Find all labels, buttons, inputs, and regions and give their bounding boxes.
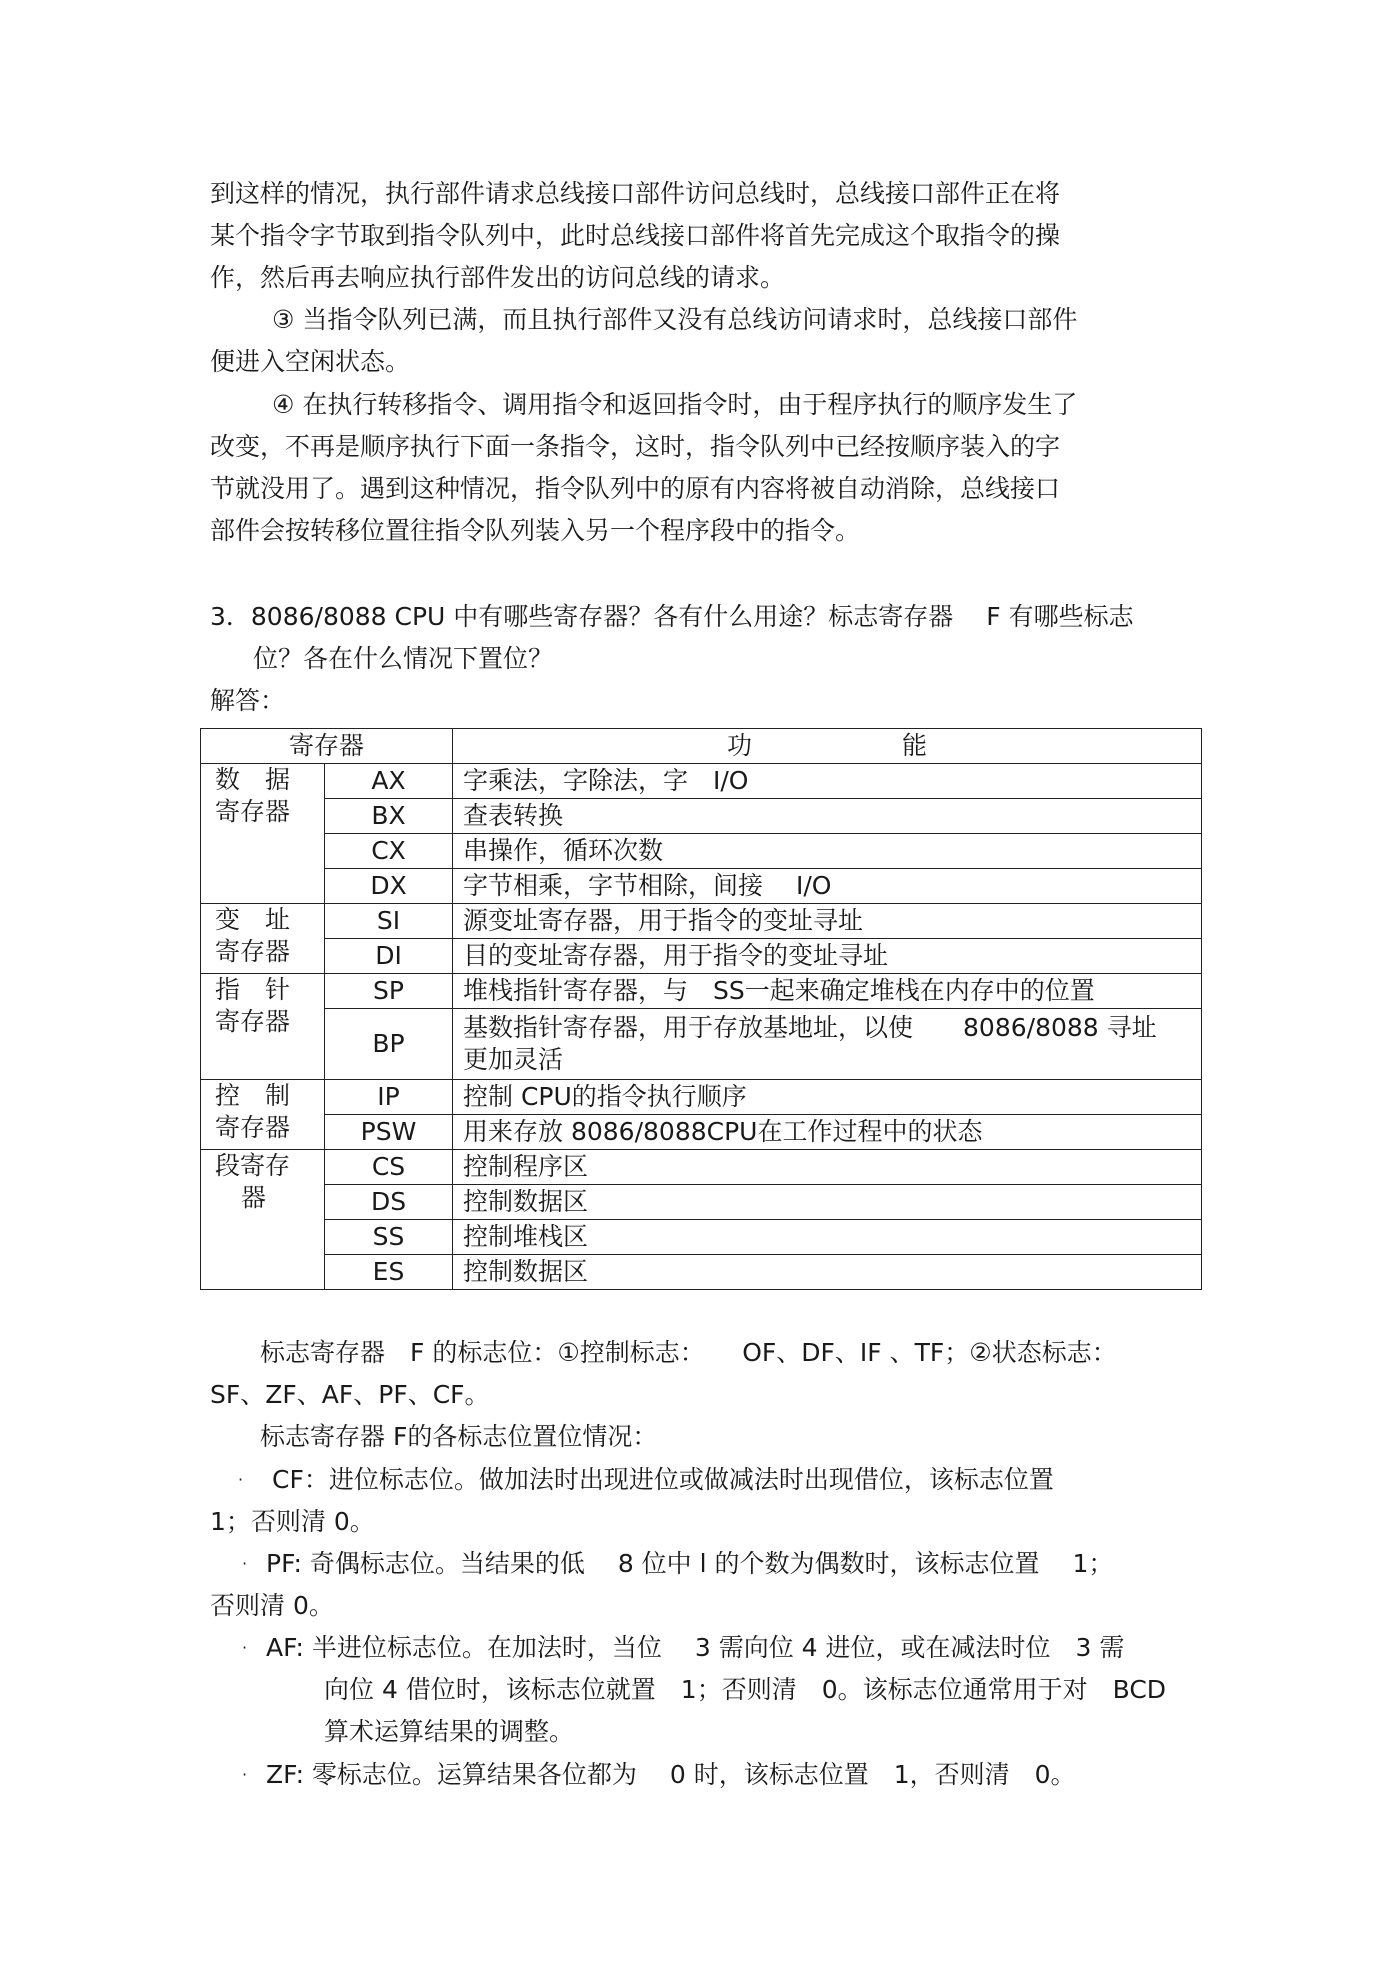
register-function: 控制程序区 (453, 1150, 1202, 1185)
table-row (201, 1009, 1202, 1080)
header-function-b: 能 (902, 731, 928, 760)
paragraph-line: 部件会按转移位置往指令队列装入另一个程序段中的指令。 (210, 516, 861, 545)
table-row (201, 869, 1202, 904)
register-function (453, 1009, 1202, 1080)
paragraph-line: 节就没用了。遇到这种情况，指令队列中的原有内容将被自动消除，总线接口 (210, 474, 1061, 503)
category-label: 控 制 (215, 1081, 291, 1110)
table-row (201, 1115, 1202, 1150)
category-label: 器 (241, 1183, 267, 1212)
paragraph-line: 作，然后再去响应执行部件发出的访问总线的请求。 (210, 263, 786, 292)
table-row (201, 974, 1202, 1009)
register-name: SP (325, 974, 453, 1009)
header-register: 寄存器 (201, 729, 453, 764)
register-function-line: 更加灵活 (463, 1045, 564, 1074)
register-name: SS (325, 1220, 453, 1255)
question-line: 位？各在什么情况下置位？ (253, 644, 554, 673)
category-segment (201, 1150, 325, 1290)
flag-item-af: 向位 4 借位时，该标志位就置 1；否则清 0。该标志位通常用于对 BCD (324, 1675, 1167, 1704)
register-name: DX (325, 869, 453, 904)
register-function: 查表转换 (453, 799, 1202, 834)
category-index (201, 904, 325, 974)
paragraph-line: 便进入空闲状态。 (210, 347, 411, 376)
bullet-icon: · (242, 1765, 248, 1784)
category-control (201, 1080, 325, 1150)
table-row (201, 834, 1202, 869)
register-name: IP (325, 1080, 453, 1115)
register-function: 控制数据区 (453, 1255, 1202, 1290)
flag-item-cf: CF：进位标志位。做加法时出现进位或做减法时出现借位，该标志位置 (272, 1465, 1054, 1494)
category-data (201, 764, 325, 904)
register-name: BP (325, 1009, 453, 1080)
category-label: 数 据 (215, 765, 291, 794)
flag-item-af: AF: 半进位标志位。在加法时，当位 3 需向位 4 进位，或在减法时位 3 需 (266, 1633, 1125, 1662)
flags-line: 标志寄存器 F 的标志位：①控制标志： OF、DF、IF 、TF；②状态标志： (260, 1338, 1117, 1367)
register-function: 堆栈指针寄存器，与 SS一起来确定堆栈在内存中的位置 (453, 974, 1202, 1009)
register-function: 串操作，循环次数 (453, 834, 1202, 869)
register-name: CX (325, 834, 453, 869)
paragraph-line: ③ 当指令队列已满，而且执行部件又没有总线访问请求时，总线接口部件 (272, 305, 1078, 334)
paragraph-line: 改变，不再是顺序执行下面一条指令，这时，指令队列中已经按顺序装入的字 (210, 432, 1061, 461)
register-function-line: 基数指针寄存器，用于存放基地址，以使 8086/8088 寻址 (463, 1013, 1157, 1042)
table-row (201, 799, 1202, 834)
register-function: 用来存放 8086/8088CPU在工作过程中的状态 (453, 1115, 1202, 1150)
flag-item-pf: PF: 奇偶标志位。当结果的低 8 位中 l 的个数为偶数时，该标志位置 1； (266, 1549, 1114, 1578)
register-name: DI (325, 939, 453, 974)
register-function: 源变址寄存器，用于指令的变址寻址 (453, 904, 1202, 939)
register-function: 目的变址寄存器，用于指令的变址寻址 (453, 939, 1202, 974)
category-label: 指 针 (215, 975, 291, 1004)
register-function: 控制 CPU的指令执行顺序 (453, 1080, 1202, 1115)
category-label: 段寄存 (215, 1151, 291, 1180)
category-label: 寄存器 (215, 797, 291, 826)
category-pointer (201, 974, 325, 1080)
table-row (201, 1150, 1202, 1185)
table-row (201, 904, 1202, 939)
register-function: 字节相乘，字节相除，间接 I/O (453, 869, 1202, 904)
register-function: 控制数据区 (453, 1185, 1202, 1220)
question-line: 3．8086/8088 CPU 中有哪些寄存器？各有什么用途？标志寄存器 F 有哪些标志 (210, 602, 1134, 631)
flags-line: SF、ZF、AF、PF、CF。 (210, 1380, 490, 1409)
register-table (200, 728, 1202, 1290)
table-header-row (201, 729, 1202, 764)
table-row (201, 1080, 1202, 1115)
paragraph-line: 某个指令字节取到指令队列中，此时总线接口部件将首先完成这个取指令的操 (210, 221, 1061, 250)
register-function: 控制堆栈区 (453, 1220, 1202, 1255)
register-name: AX (325, 764, 453, 799)
register-name: PSW (325, 1115, 453, 1150)
register-name: CS (325, 1150, 453, 1185)
header-function-a: 功 (726, 731, 752, 760)
flag-item-pf: 否则清 0。 (210, 1591, 334, 1620)
bullet-icon: · (242, 1554, 248, 1573)
flag-item-cf: 1；否则清 0。 (210, 1507, 375, 1536)
table-row (201, 764, 1202, 799)
register-function: 字乘法，字除法，字 I/O (453, 764, 1202, 799)
bullet-icon: · (238, 1470, 244, 1489)
category-label: 变 址 (215, 905, 291, 934)
register-name: DS (325, 1185, 453, 1220)
register-name: ES (325, 1255, 453, 1290)
answer-label: 解答： (210, 686, 286, 715)
flag-item-zf: ZF: 零标志位。运算结果各位都为 0 时，该标志位置 1，否则清 0。 (266, 1760, 1076, 1789)
register-name: BX (325, 799, 453, 834)
table-row (201, 939, 1202, 974)
header-function (453, 729, 1202, 764)
table-row (201, 1185, 1202, 1220)
register-name: SI (325, 904, 453, 939)
table-row (201, 1220, 1202, 1255)
category-label: 寄存器 (215, 937, 291, 966)
bullet-icon: · (242, 1638, 248, 1657)
paragraph-line: 到这样的情况，执行部件请求总线接口部件访问总线时，总线接口部件正在将 (210, 179, 1061, 208)
flags-line: 标志寄存器 F的各标志位置位情况： (260, 1422, 658, 1451)
paragraph-line: ④ 在执行转移指令、调用指令和返回指令时，由于程序执行的顺序发生了 (272, 390, 1078, 419)
category-label: 寄存器 (215, 1007, 291, 1036)
flag-item-af: 算术运算结果的调整。 (324, 1717, 575, 1746)
category-label: 寄存器 (215, 1113, 291, 1142)
table-row (201, 1255, 1202, 1290)
